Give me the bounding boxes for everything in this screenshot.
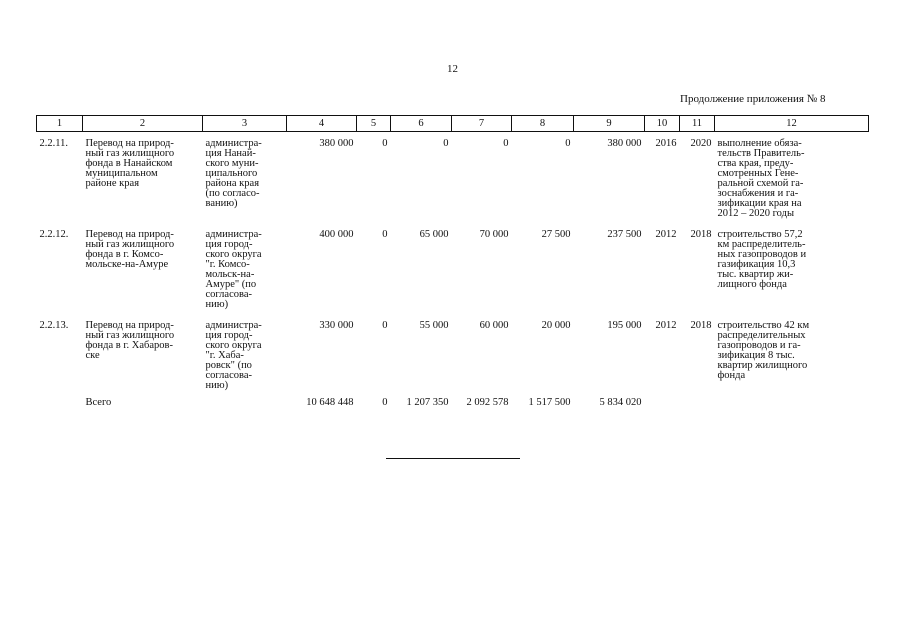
column-header: 10 [645,116,680,132]
column-header: 5 [357,116,391,132]
page-number: 12 [447,63,458,75]
end-divider [386,458,520,459]
appendix-table [36,115,869,408]
total-row [37,395,869,408]
row-index: 2.2.13. [39,320,69,331]
cell-col8: 20 000 [541,320,571,331]
cell-col8: 0 [565,138,571,149]
table-row [37,223,869,314]
cell-col9: 195 000 [607,320,642,331]
column-header: 6 [391,116,452,132]
total-col9: 5 834 020 [599,397,642,408]
cell-col9: 237 500 [607,229,642,240]
executor: администра- ция город- ского округа "г. Хаба- ровск" (по согласова- нию) [205,320,262,391]
measure-name: Перевод на природ- ный газ жилищного фонда в г. Комсо- мольске-на-Амуре [85,229,175,270]
end-year: 2018 [690,320,712,331]
column-header: 4 [287,116,357,132]
column-header: 3 [203,116,287,132]
total-col7: 2 092 578 [466,397,509,408]
expected-result: строительство 42 км распределительных газопроводов и га- зификация 8 тыс. квартир жилищного фонда [717,320,810,381]
table-row [37,132,869,224]
executor: администра- ция Нанай- ского муни- ципального района края (по согласо- ванию) [205,138,262,209]
continuation-label: Продолжение приложения № 8 [680,93,826,105]
column-header: 11 [680,116,715,132]
grand-total: 10 648 448 [306,397,354,408]
cell-col8: 27 500 [541,229,571,240]
table-header-row [37,116,869,132]
cell-col5: 0 [382,138,388,149]
row-index: 2.2.12. [39,229,69,240]
column-header: 8 [512,116,574,132]
start-year: 2016 [655,138,677,149]
column-header: 2 [83,116,203,132]
column-header: 7 [452,116,512,132]
cell-col6: 0 [443,138,449,149]
start-year: 2012 [655,229,677,240]
column-header: 1 [37,116,83,132]
end-year: 2018 [690,229,712,240]
table-row [37,314,869,395]
total-label: Всего [85,397,112,408]
total-col6: 1 207 350 [406,397,449,408]
cell-col7: 0 [503,138,509,149]
cell-col6: 65 000 [419,229,449,240]
cell-col9: 380 000 [607,138,642,149]
total-cost: 400 000 [319,229,354,240]
expected-result: строительство 57,2 км распределитель- ных газопроводов и газификация 10,3 тыс. квартир жи- лищного фонда [717,229,807,290]
total-cost: 330 000 [319,320,354,331]
cell-col7: 70 000 [479,229,509,240]
total-cost: 380 000 [319,138,354,149]
cell-col5: 0 [382,320,388,331]
total-col8: 1 517 500 [528,397,571,408]
column-header: 9 [574,116,645,132]
total-col5: 0 [382,397,388,408]
row-index: 2.2.11. [39,138,68,149]
expected-result: выполнение обяза- тельств Правитель- ства края, преду- смотренных Гене- ральной схемой га- зоснабжения и га- зификации края на 2012 – 2020 годы [717,138,805,219]
end-year: 2020 [690,138,712,149]
measure-name: Перевод на природ- ный газ жилищного фонда в Нанайском муниципальном районе края [85,138,175,189]
measure-name: Перевод на природ- ный газ жилищного фонда в г. Хабаров- ске [85,320,175,361]
column-header: 12 [715,116,869,132]
cell-col7: 60 000 [479,320,509,331]
cell-col6: 55 000 [419,320,449,331]
start-year: 2012 [655,320,677,331]
cell-col5: 0 [382,229,388,240]
executor: администра- ция город- ского округа "г. Комсо- мольск-на- Амуре" (по согласова- нию) [205,229,262,310]
